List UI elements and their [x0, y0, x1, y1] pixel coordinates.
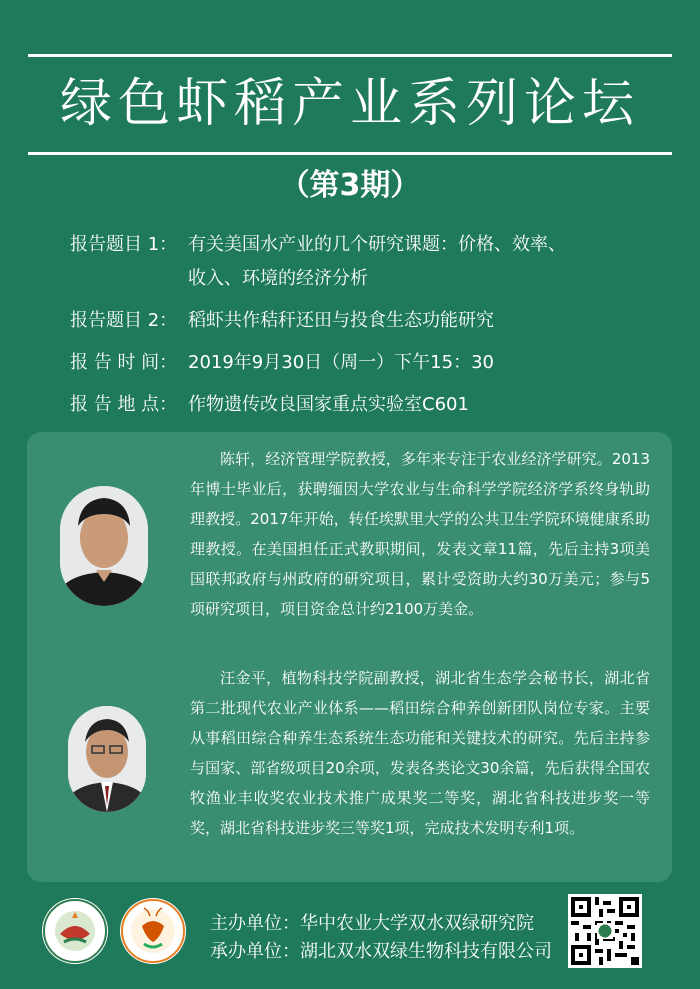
speaker-2-bio-text: 汪金平，植物科技学院副教授，湖北省生态学会秘书长，湖北省第二批现代农业产业体系——稻田综合种养创新团队岗位专家。主要从事稻田综合种养生态系统生态功能和关键技术的研究。先后主持参与国家、部省级项目20余项，发表各类论文30余篇，先后获得全国农牧渔业丰收奖农业技术推广成果奖二等奖，湖北省科技进步奖一等奖，湖北省科技进步奖三等奖1项，完成技术发明专利1项。 — [190, 669, 650, 837]
time-row — [70, 346, 680, 380]
host-row — [210, 910, 534, 938]
issue-number: （第3期） — [279, 168, 421, 203]
talk-info — [70, 228, 680, 422]
talk-1-row — [70, 228, 680, 296]
place-label: 报 告 地 点： — [70, 394, 178, 415]
talk-2-row — [70, 304, 680, 338]
speaker-2-bio — [190, 663, 650, 843]
talk-1-title-line2: 收入、环境的经济分析 — [188, 268, 368, 289]
place-row — [70, 388, 680, 422]
poster-title: 绿色虾稻产业系列论坛 — [59, 74, 640, 134]
time-value: 2019年9月30日（周一）下午15：30 — [188, 352, 494, 373]
co-host-name: 湖北双水双绿生物科技有限公司 — [300, 941, 552, 962]
talk-1-title — [188, 228, 680, 296]
qr-code — [568, 894, 642, 968]
institute-logo — [42, 898, 108, 964]
talk-2-title: 稻虾共作秸秆还田与投食生态功能研究 — [188, 310, 494, 331]
time-label: 报 告 时 间： — [70, 352, 178, 373]
portrait-icon — [68, 706, 146, 812]
company-logo-icon — [120, 898, 186, 964]
title-top-rule — [28, 54, 672, 57]
talk-1-title-line1: 有关美国水产业的几个研究课题：价格、效率、 — [188, 234, 566, 255]
qr-code-icon — [571, 897, 639, 965]
title-bottom-rule — [28, 152, 672, 155]
speaker-1-bio-text: 陈轩，经济管理学院教授，多年来专注于农业经济学研究。2013年博士毕业后，获聘缅因大学农业与生命科学学院经济学系终身轨助理教授。2017年开始，转任埃默里大学的公共卫生学院环境健康系助理教授。在美国担任正式教职期间，发表文章11篇，先后主持3项美国联邦政府与州政府的研究项目，累计受资助大约30万美元；参与5项研究项目，项目资金总计约2100万美金。 — [190, 450, 650, 618]
speaker-1-avatar — [60, 486, 148, 606]
talk-1-label: 报告题目 1： — [70, 234, 178, 255]
place-value: 作物遗传改良国家重点实验室C601 — [188, 394, 469, 415]
portrait-icon — [60, 486, 148, 606]
host-label: 主办单位： — [210, 913, 300, 934]
speaker-1-bio — [190, 444, 650, 624]
co-host-label: 承办单位： — [210, 941, 300, 962]
host-name: 华中农业大学双水双绿研究院 — [300, 913, 534, 934]
company-logo — [120, 898, 186, 964]
speaker-2-avatar — [68, 706, 146, 812]
institute-logo-icon — [42, 898, 108, 964]
co-host-row — [210, 938, 552, 966]
talk-2-label: 报告题目 2： — [70, 310, 178, 331]
